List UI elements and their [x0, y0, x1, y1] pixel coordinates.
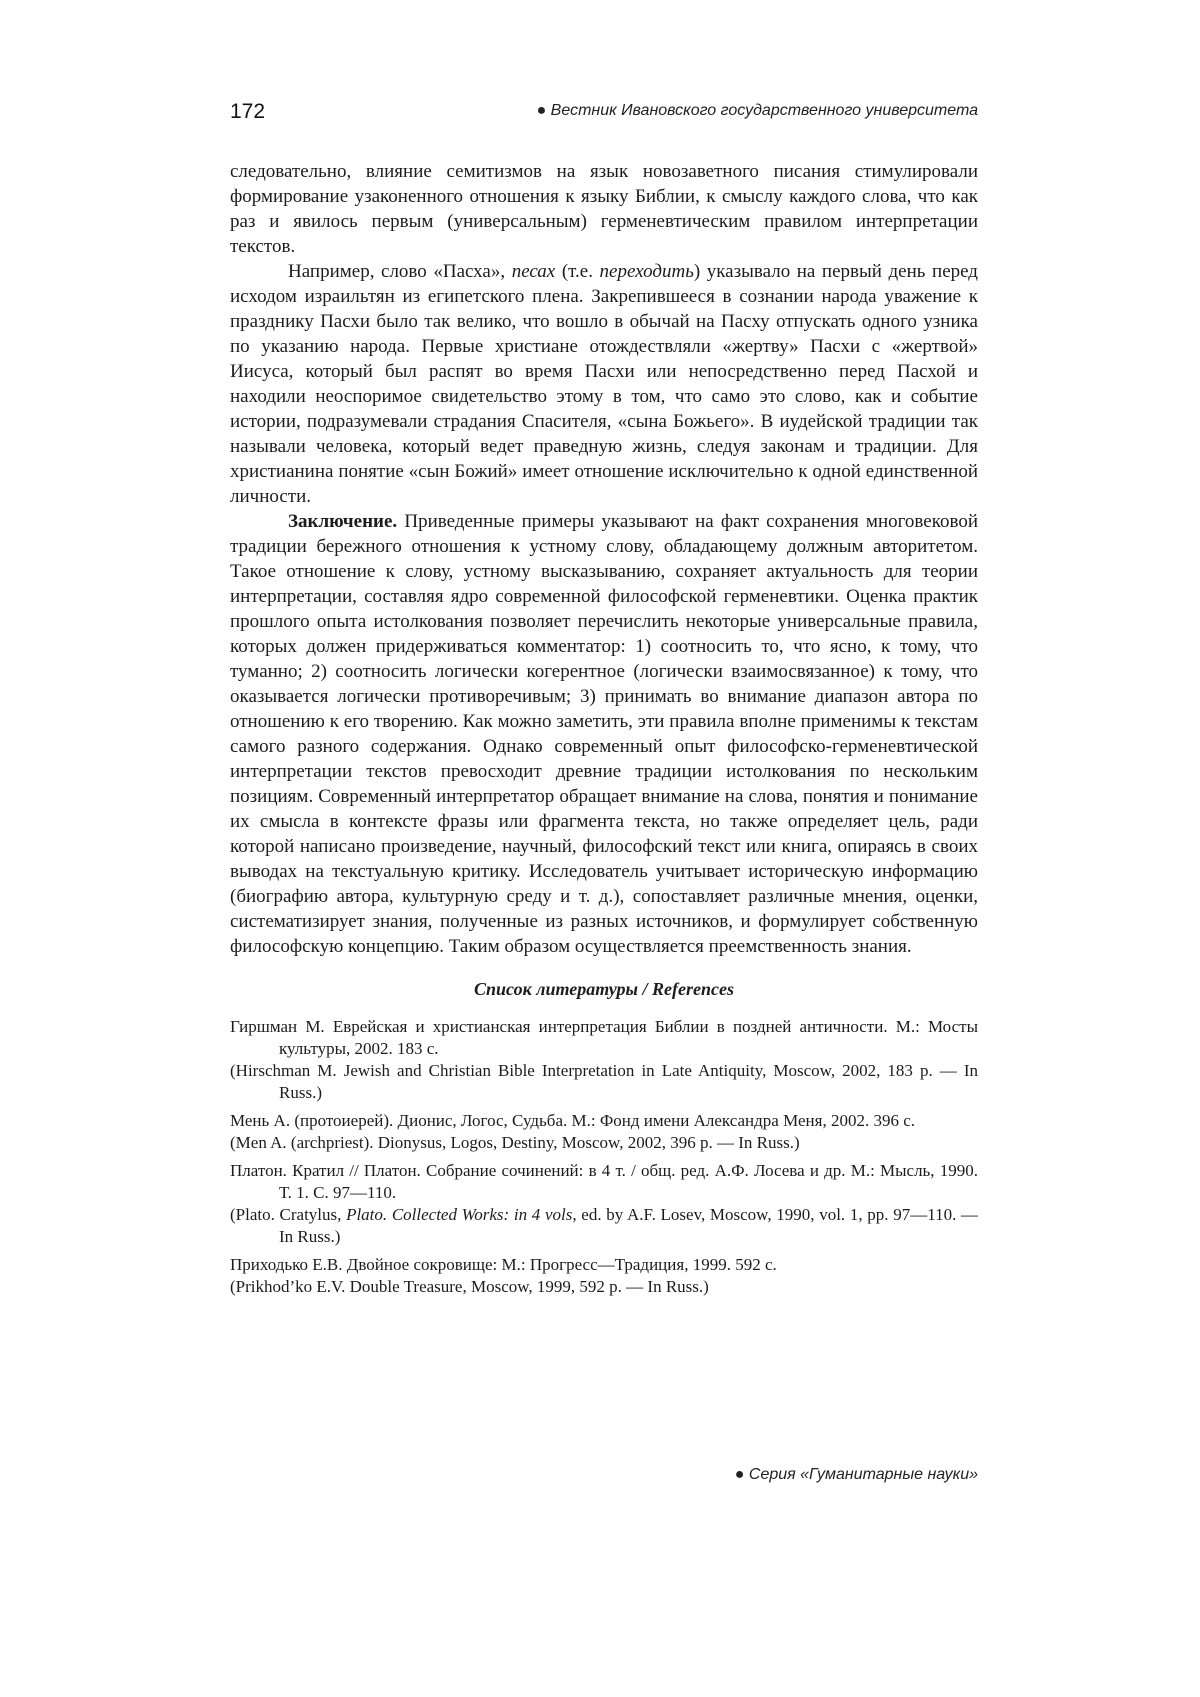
- reference-en: (Prikhod’ko E.V. Double Treasure, Moscow, 1999, 592 p. — In Russ.): [230, 1276, 978, 1298]
- term-pesach: песах: [512, 261, 556, 282]
- paragraph-2: [230, 259, 978, 509]
- reference-group: [230, 1110, 978, 1154]
- paragraph-2-text-c: (т.е.: [555, 261, 599, 282]
- reference-en-text-a: (Plato. Cratylus,: [230, 1205, 346, 1224]
- paragraph-2-text-e: ) указывало на первый день перед исходом израильтян из египетского плена. Закрепившееся в сознании народа уважение к празднику Пасхи было так велико, что вошло в обычай на Пасху отпускать одного узника по указанию народа. Первые христиане отождествляли «жертву» Пасхи с «жертвой» Иисуса, который был распят во время Пасхи или непосредственно перед Пасхой и находили неоспоримое свидетельство этому в том, что само это слово, как и событие истории, подразумевали страдания Спасителя, «сына Божьего». В иудейской традиции так называли человека, который ведет праведную жизнь, следуя законам и традиции. Для христианина понятие «сын Божий» имеет отношение исключительно к одной единственной личности.: [230, 261, 978, 507]
- paragraph-1: следовательно, влияние семитизмов на язык новозаветного писания стимулировали формирование узаконенного отношения к языку Библии, к смыслу каждого слова, что как раз и явилось первым (универсальным) герменевтическим правилом интерпретации текстов.: [230, 159, 978, 259]
- references-list: [230, 1016, 978, 1298]
- reference-en-title: Plato. Collected Works: in 4 vols: [346, 1205, 572, 1224]
- reference-group: [230, 1160, 978, 1248]
- reference-group: [230, 1254, 978, 1298]
- term-perekhodit: переходить: [600, 261, 694, 282]
- paragraph-2-text-a: Например, слово «Пасха»,: [288, 261, 512, 282]
- page-number: 172: [230, 100, 265, 124]
- reference-en: [230, 1204, 978, 1248]
- reference-en: (Hirschman M. Jewish and Christian Bible Interpretation in Late Antiquity, Moscow, 2002, 183 p. — In Russ.): [230, 1060, 978, 1104]
- conclusion-text: Приведенные примеры указывают на факт сохранения многовековой традиции бережного отношения к устному слову, обладающему должным авторитетом. Такое отношение к слову, устному высказыванию, сохраняет актуальность для теории интерпретации, составляя ядро современной философской герменевтики. Оценка практик прошлого опыта истолкования позволяет перечислить некоторые универсальные правила, которых должен придерживаться комментатор: 1) соотносить то, что ясно, к тому, что туманно; 2) соотносить логически когерентное (логически взаимосвязанное) к тому, что оказывается логически противоречивым; 3) принимать во внимание диапазон автора по отношению к его творению. Как можно заметить, эти правила вполне применимы к текстам самого разного содержания. Однако современный опыт философско-герменевтической интерпретации текстов превосходит древние традиции истолкования по нескольким позициям. Современный интерпретатор обращает внимание на слова, понятия и понимание их смысла в контексте фразы или фрагмента текста, но также определяет цель, ради которой написано произведение, научный, философский текст или книга, опираясь в своих выводах на текстуальную критику. Исследователь учитывает историческую информацию (биографию автора, культурную среду и т. д.), сопоставляет различные мнения, оценки, систематизирует знания, полученные из разных источников, и формулирует собственную философскую концепцию. Таким образом осуществляется преемственность знания.: [230, 511, 978, 957]
- series-footer: ● Серия «Гуманитарные науки»: [735, 1466, 978, 1484]
- conclusion-paragraph: [230, 509, 978, 959]
- journal-title: ● Вестник Ивановского государственного университета: [537, 102, 978, 120]
- reference-ru: Платон. Кратил // Платон. Собрание сочинений: в 4 т. / общ. ред. А.Ф. Лосева и др. М.: Мысль, 1990. Т. 1. С. 97—110.: [230, 1160, 978, 1204]
- references-heading: Список литературы / References: [230, 979, 978, 1000]
- reference-group: [230, 1016, 978, 1104]
- conclusion-label: Заключение.: [288, 511, 397, 532]
- running-head: [230, 98, 978, 128]
- page: [230, 98, 978, 1304]
- reference-ru: Приходько Е.В. Двойное сокровище: М.: Прогресс—Традиция, 1999. 592 с.: [230, 1254, 978, 1276]
- reference-ru: Гиршман М. Еврейская и христианская интерпретация Библии в поздней античности. М.: Мосты культуры, 2002. 183 с.: [230, 1016, 978, 1060]
- reference-en: (Men A. (archpriest). Dionysus, Logos, Destiny, Moscow, 2002, 396 p. — In Russ.): [230, 1132, 978, 1154]
- article-body: [230, 159, 978, 959]
- reference-ru: Мень А. (протоиерей). Дионис, Логос, Судьба. М.: Фонд имени Александра Меня, 2002. 396 с.: [230, 1110, 978, 1132]
- reference-en-text-c: , ed. by A.F. Losev, Moscow, 1990, vol. 1, pp. 97—110. — In Russ.): [279, 1205, 978, 1246]
